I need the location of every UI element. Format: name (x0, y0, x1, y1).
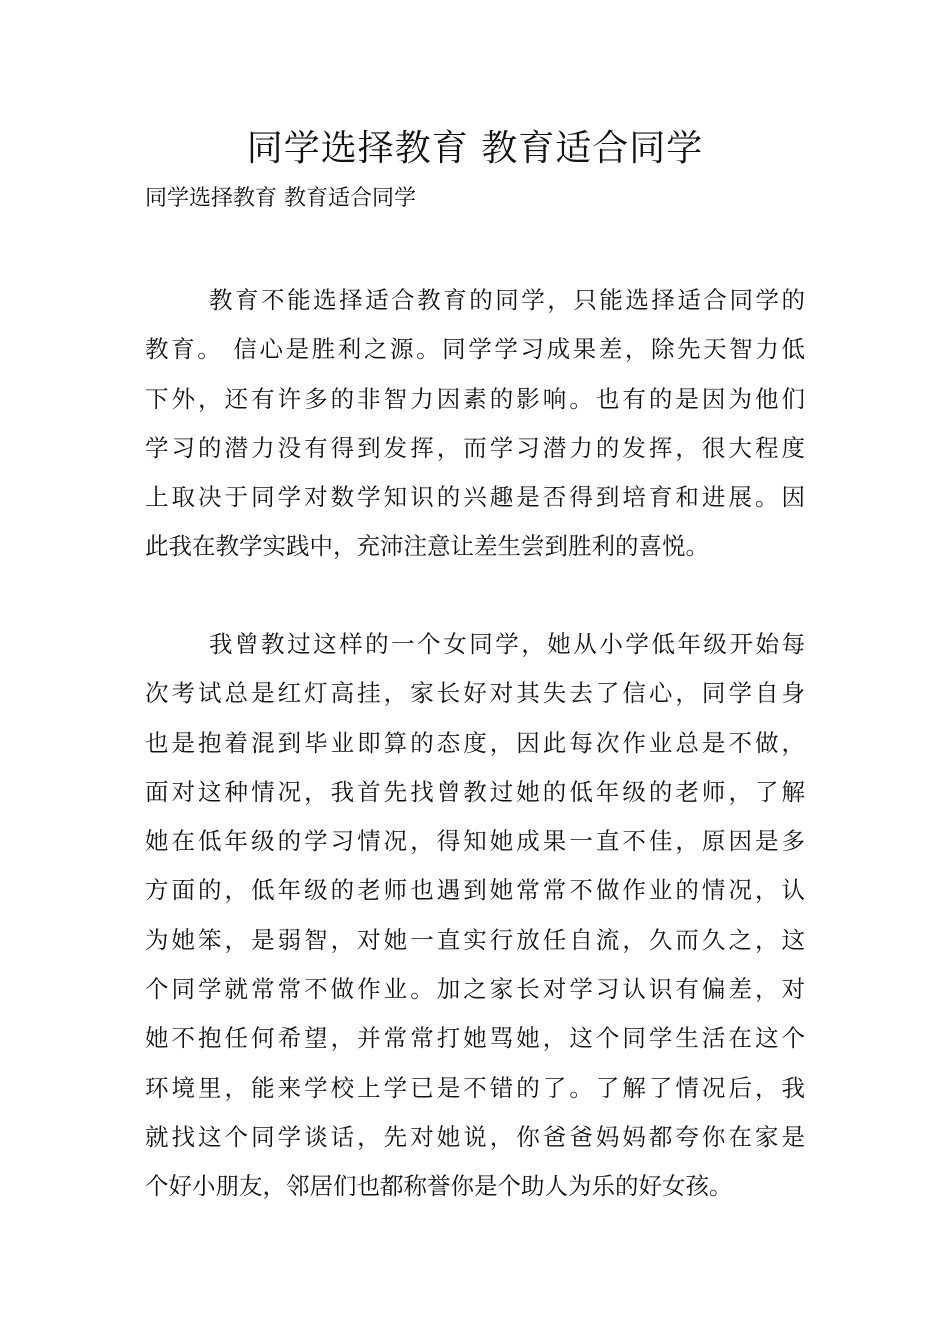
document-title: 同学选择教育 教育适合同学 (246, 128, 704, 169)
paragraph-2 (145, 620, 805, 1212)
paragraph-line: 她在低年级的学习情况，得知她成果一直不佳，原因是多 (145, 827, 805, 856)
document-subtitle: 同学选择教育 教育适合同学 (145, 186, 416, 211)
paragraph-line: 面对这种情况，我首先找曾教过她的低年级的老师，了解 (145, 777, 805, 806)
paragraph-line: 她不抱任何希望，并常常打她骂她，这个同学生活在这个 (145, 1024, 805, 1053)
paragraph-line: 就找这个同学谈话，先对她说，你爸爸妈妈都夸你在家是 (145, 1122, 805, 1151)
paragraph-line: 方面的，低年级的老师也遇到她常常不做作业的情况，认 (145, 876, 805, 905)
paragraph-line: 学习的潜力没有得到发挥，而学习潜力的发挥，很大程度 (145, 433, 805, 462)
paragraph-line: 也是抱着混到毕业即算的态度，因此每次作业总是不做， (145, 728, 805, 757)
paragraph-line: 环境里，能来学校上学已是不错的了。了解了情况后，我 (145, 1073, 805, 1102)
paragraph-line: 上取决于同学对数学知识的兴趣是否得到培育和进展。因 (145, 483, 805, 512)
paragraph-line: 个好小朋友，邻居们也都称誉你是个助人为乐的好女孩。 (145, 1172, 733, 1201)
paragraph-line: 此我在教学实践中，充沛注意让差生尝到胜利的喜悦。 (145, 532, 709, 561)
paragraph-line: 个同学就常常不做作业。加之家长对学习认识有偏差，对 (145, 975, 805, 1004)
paragraph-1 (145, 276, 805, 572)
paragraph-line: 我曾教过这样的一个女同学，她从小学低年级开始每 (209, 630, 805, 658)
paragraph-line: 次考试总是红灯高挂，家长好对其失去了信心，同学自身 (145, 679, 805, 708)
paragraph-line: 为她笨，是弱智，对她一直实行放任自流，久而久之，这 (145, 925, 805, 954)
paragraph-line: 教育。 信心是胜利之源。同学学习成果差，除先天智力低 (145, 335, 805, 364)
paragraph-line: 下外，还有许多的非智力因素的影响。也有的是因为他们 (145, 384, 805, 413)
paragraph-line: 教育不能选择适合教育的同学，只能选择适合同学的 (209, 286, 805, 314)
